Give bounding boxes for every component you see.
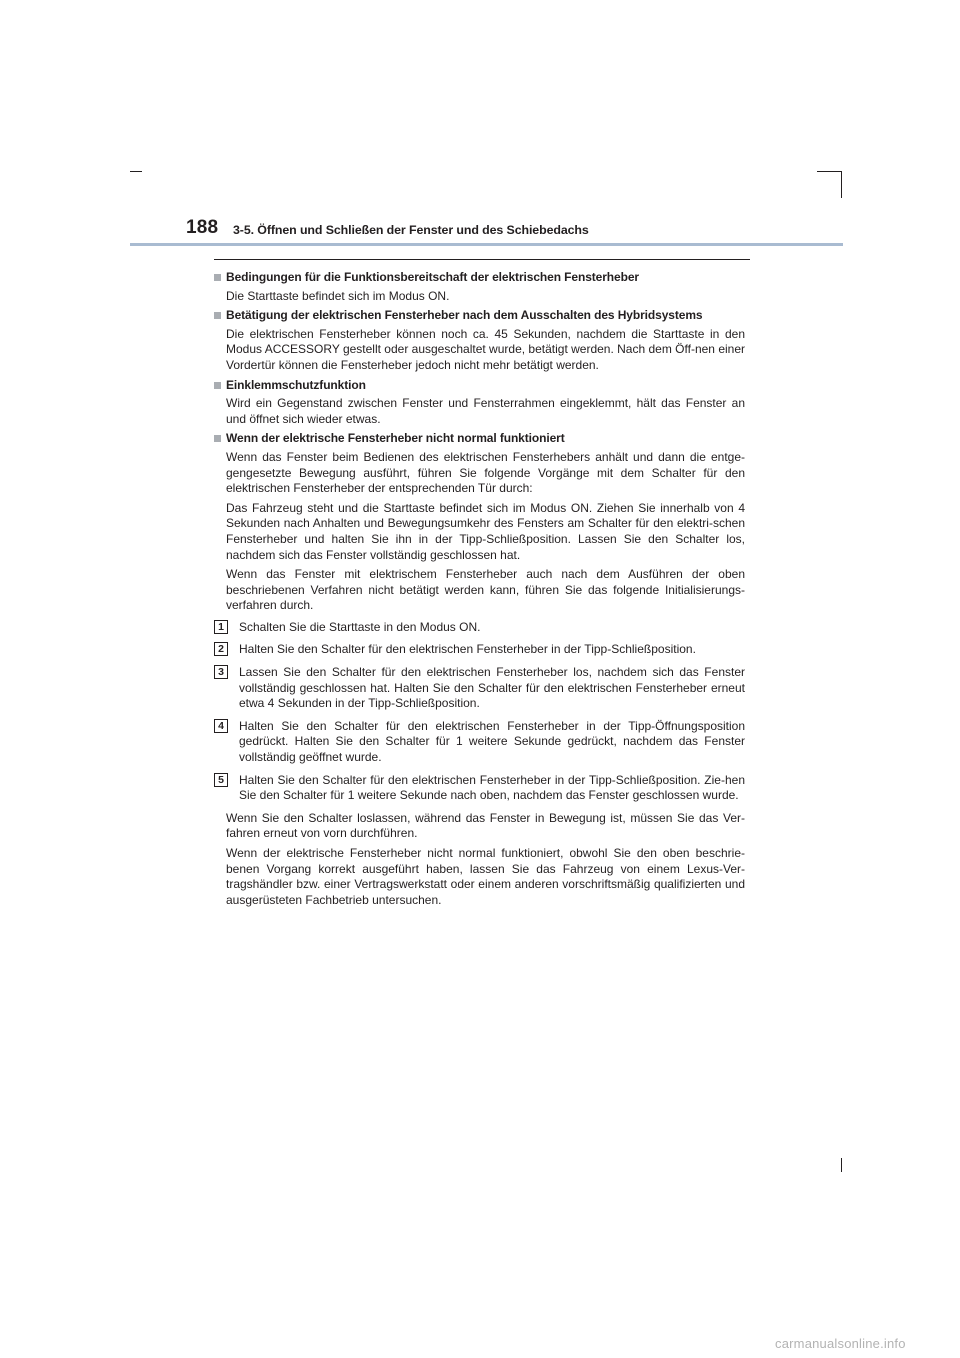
section-jam-protection <box>214 378 745 428</box>
step-text: Halten Sie den Schalter für den elektrischen Fensterheber in der Tipp-Schließposition. <box>239 642 696 657</box>
paragraph: Wenn Sie den Schalter loslassen, während das Fenster in Bewegung ist, müssen Sie das Ver-fahren erneut von vorn durchführen. <box>226 810 745 841</box>
step-item <box>214 773 745 804</box>
paragraph: Die elektrischen Fensterheber können noch ca. 45 Sekunden, nachdem die Starttaste in den Modus ACCESSORY gestellt oder ausgeschaltet wurde, betätigt werden. Nach dem Öff-nen einer Vordertür können die Fensterheber jedoch nicht mehr betätigt werden. <box>226 326 745 372</box>
step-number: 4 <box>214 719 228 733</box>
step-item <box>214 620 745 636</box>
main-content <box>214 266 745 912</box>
step-number: 3 <box>214 665 228 679</box>
crop-mark-top-right-h <box>817 171 842 172</box>
bullet-square-icon <box>214 274 221 281</box>
section-heading: Bedingungen für die Funktionsbereitschaft der elektrischen Fensterheber <box>214 270 745 286</box>
paragraph: Wenn das Fenster beim Bedienen des elektrischen Fensterhebers anhält und dann die entge-gengesetzte Bewegung ausführt, führen Sie folgende Vorgänge mit dem Schalter für den elektrischen Fensterheber der entsprechenden Tür durch: <box>226 449 745 496</box>
step-number: 1 <box>214 620 228 634</box>
step-text: Schalten Sie die Starttaste in den Modus ON. <box>239 619 481 634</box>
step-item <box>214 719 745 766</box>
bullet-square-icon <box>214 382 221 389</box>
section-malfunction <box>214 431 745 908</box>
section-heading: Betätigung der elektrischen Fensterheber nach dem Ausschalten des Hybridsystems <box>214 308 745 324</box>
chapter-title: 3-5. Öffnen und Schließen der Fenster und des Schiebedachs <box>233 223 589 237</box>
section-after-hybrid-off <box>214 308 745 373</box>
header-bar <box>130 243 843 246</box>
paragraph: Wenn das Fenster mit elektrischem Fensterheber auch nach dem Ausführen der oben beschriebenen Verfahren nicht betätigt werden kann, führen Sie das folgende Initialisierungs-verfahren durch. <box>226 567 745 613</box>
crop-mark-top-left-h <box>130 171 142 172</box>
paragraph: Die Starttaste befindet sich im Modus ON. <box>226 288 450 303</box>
paragraph: Wird ein Gegenstand zwischen Fenster und Fensterrahmen eingeklemmt, hält das Fenster an und öffnet sich wieder etwas. <box>226 396 745 426</box>
paragraph: Wenn der elektrische Fensterheber nicht normal funktioniert, obwohl Sie den oben beschrie-benen Vorgang korrekt ausgeführt haben, lassen Sie das Fahrzeug von einem Lexus-Ver-tragshändler bzw. einer Vertragswerkstatt oder einem anderen vorschriftsmäßig qualifizierten und ausgerüsteten Fachbetrieb untersuchen. <box>226 846 745 907</box>
watermark: carmanualsonline.info <box>775 1336 906 1351</box>
step-text: Halten Sie den Schalter für den elektrischen Fensterheber in der Tipp-Öffnungsposition gedrückt. Halten Sie den Schalter für 1 weitere Sekunde gedrückt, nachdem das Fenster vollständig geöffnet wurde. <box>239 718 745 765</box>
step-number: 2 <box>214 642 228 656</box>
step-number: 5 <box>214 773 228 787</box>
bullet-square-icon <box>214 312 221 319</box>
step-item <box>214 665 745 712</box>
section-conditions <box>214 270 745 304</box>
step-text: Halten Sie den Schalter für den elektrischen Fensterheber in der Tipp-Schließposition. Zie-hen Sie den Schalter für 1 weitere Sekunde nach oben, nachdem das Fenster geschlossen wurde. <box>239 772 745 803</box>
step-text: Lassen Sie den Schalter für den elektrischen Fensterheber los, nachdem sich das Fenster vollständig geschlossen hat. Halten Sie den Schalter für den elektrischen Fensterheber erneut etwa 4 Sekunden in der Tipp-Schließposition. <box>239 665 745 711</box>
bullet-square-icon <box>214 435 221 442</box>
page-number: 188 <box>186 217 219 238</box>
section-heading: Einklemmschutzfunktion <box>214 378 745 394</box>
crop-mark-top-right-v <box>841 171 842 198</box>
section-heading: Wenn der elektrische Fensterheber nicht normal funktioniert <box>214 431 745 447</box>
paragraph: Das Fahrzeug steht und die Starttaste befindet sich im Modus ON. Ziehen Sie innerhalb von 4 Sekunden nach Anhalten und Bewegungsumkehr des Fensters am Schalter für den elektri-schen Fensterheber und halten Sie ihn in der Tipp-Schließposition. Lassen Sie den Schalter los, nachdem sich das Fenster vollständig geschlossen hat. <box>226 500 745 562</box>
step-item <box>214 642 745 658</box>
section-rule <box>214 259 750 260</box>
crop-mark-bottom-right-v <box>841 1158 842 1172</box>
